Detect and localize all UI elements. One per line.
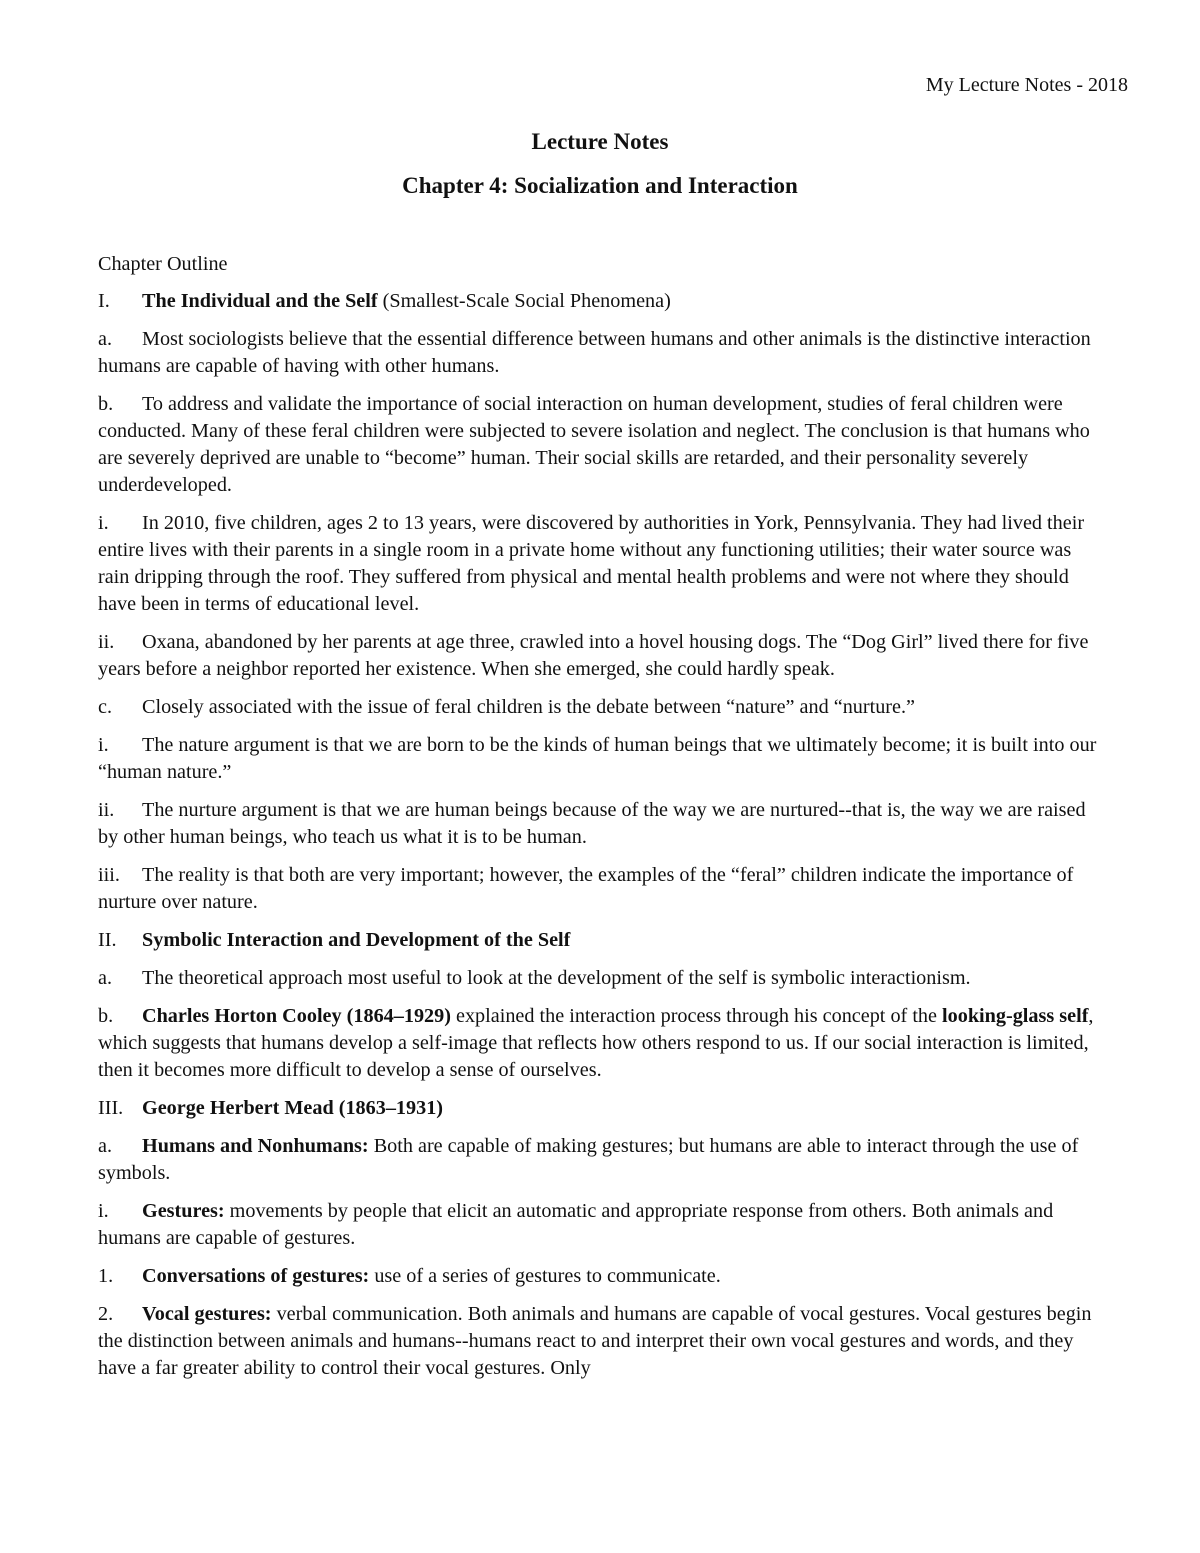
list-marker: II. [98, 929, 117, 951]
list-marker: c. [98, 696, 113, 718]
document-body [98, 251, 1102, 1393]
chapter-title: Chapter 4: Socialization and Interaction [402, 173, 798, 198]
section-title: Symbolic Interaction and Development of the Self [142, 929, 571, 951]
list-marker: a. [98, 328, 113, 350]
bold-term: Gestures: [142, 1200, 225, 1222]
list-marker: III. [98, 1097, 124, 1119]
paragraph-text: movements by people that elicit an automatic and appropriate response from others. Both animals and humans are capable of gestures. [98, 1200, 1054, 1249]
list-item [98, 510, 1102, 618]
paragraph-text: The nature argument is that we are born to be the kinds of human beings that we ultimately become; it is built into our “human nature.” [98, 734, 1097, 783]
bold-term: Charles Horton Cooley (1864–1929) [142, 1005, 451, 1027]
document-title: Lecture Notes [531, 129, 669, 154]
list-marker: b. [98, 1005, 114, 1027]
bold-term: Humans and Nonhumans: [142, 1135, 369, 1157]
list-marker: I. [98, 290, 110, 312]
list-marker: iii. [98, 864, 120, 886]
paragraph-text: In 2010, five children, ages 2 to 13 years, were discovered by authorities in York, Pennsylvania. They had lived their entire lives with their parents in a single room in a private home without any functioning utilities; their water source was rain dripping through the roof. They suffered from physical and mental health problems and were not where they should have been in terms of educational level. [98, 512, 1085, 615]
section-heading-2 [98, 927, 1102, 954]
list-marker: i. [98, 512, 109, 534]
paragraph-text: The theoretical approach most useful to look at the development of the self is symbolic interactionism. [142, 967, 971, 989]
list-item [98, 1301, 1102, 1382]
outline-label: Chapter Outline [98, 253, 228, 275]
list-marker: 2. [98, 1303, 114, 1325]
paragraph-text: To address and validate the importance of social interaction on human development, studies of feral children were conducted. Many of these feral children were subjected to severe isolation and neglect. The conclusion is that humans who are severely deprived are unable to “become” human. Their social skills are retarded, and their personality severely underdeveloped. [98, 393, 1090, 496]
list-marker: a. [98, 1135, 113, 1157]
list-item [98, 965, 1102, 992]
list-item [98, 1133, 1102, 1187]
paragraph-text: Oxana, abandoned by her parents at age three, crawled into a hovel housing dogs. The “Dog Girl” lived there for five years before a neighbor reported her existence. When she emerged, she could hardly speak. [98, 631, 1089, 680]
list-marker: 1. [98, 1265, 114, 1287]
bold-term: looking-glass self [942, 1005, 1089, 1027]
section-subtitle: (Smallest-Scale Social Phenomena) [377, 290, 671, 312]
paragraph-text: The reality is that both are very important; however, the examples of the “feral” children indicate the importance of nurture over nature. [98, 864, 1074, 913]
running-header: My Lecture Notes - 2018 [925, 74, 1128, 96]
list-item [98, 1263, 1102, 1290]
list-item [98, 1198, 1102, 1252]
paragraph-text: Both are capable of making gestures; but humans are able to interact through the use of symbols. [98, 1135, 1079, 1184]
paragraph-text: use of a series of gestures to communicate. [369, 1265, 721, 1287]
paragraph-text: explained the interaction process through his concept of the [450, 1005, 943, 1027]
list-item [98, 797, 1102, 851]
section-heading-1 [98, 288, 1102, 315]
list-marker: ii. [98, 631, 115, 653]
paragraph-text: Closely associated with the issue of feral children is the debate between “nature” and “nurture.” [142, 696, 915, 718]
bold-term: Vocal gestures: [142, 1303, 272, 1325]
list-item [98, 732, 1102, 786]
list-marker: a. [98, 967, 113, 989]
list-marker: ii. [98, 799, 115, 821]
section-title: The Individual and the Self [142, 290, 378, 312]
list-marker: i. [98, 1200, 109, 1222]
list-item [98, 862, 1102, 916]
paragraph-text: verbal communication. Both animals and humans are capable of vocal gestures. Vocal gestures begin the distinction between animals and humans--humans react to and interpret their own vocal gestures and words, and they have a far greater ability to control their vocal gestures. Only [98, 1303, 1092, 1379]
list-marker: i. [98, 734, 109, 756]
section-heading-3 [98, 1095, 1102, 1122]
list-item [98, 629, 1102, 683]
section-title: George Herbert Mead (1863–1931) [142, 1097, 444, 1119]
paragraph-text: The nurture argument is that we are human beings because of the way we are nurtured--that is, the way we are raised by other human beings, who teach us what it is to be human. [98, 799, 1086, 848]
list-marker: b. [98, 393, 114, 415]
bold-term: Conversations of gestures: [142, 1265, 370, 1287]
list-item [98, 1003, 1102, 1084]
list-item [98, 391, 1102, 499]
paragraph-text: Most sociologists believe that the essential difference between humans and other animals is the distinctive interaction humans are capable of having with other humans. [98, 328, 1091, 377]
list-item [98, 326, 1102, 380]
list-item [98, 694, 1102, 721]
paragraph-text: , which suggests that humans develop a self-image that reflects how others respond to us. If our social interaction is limited, then it becomes more difficult to develop a sense of ourselves. [98, 1005, 1094, 1081]
